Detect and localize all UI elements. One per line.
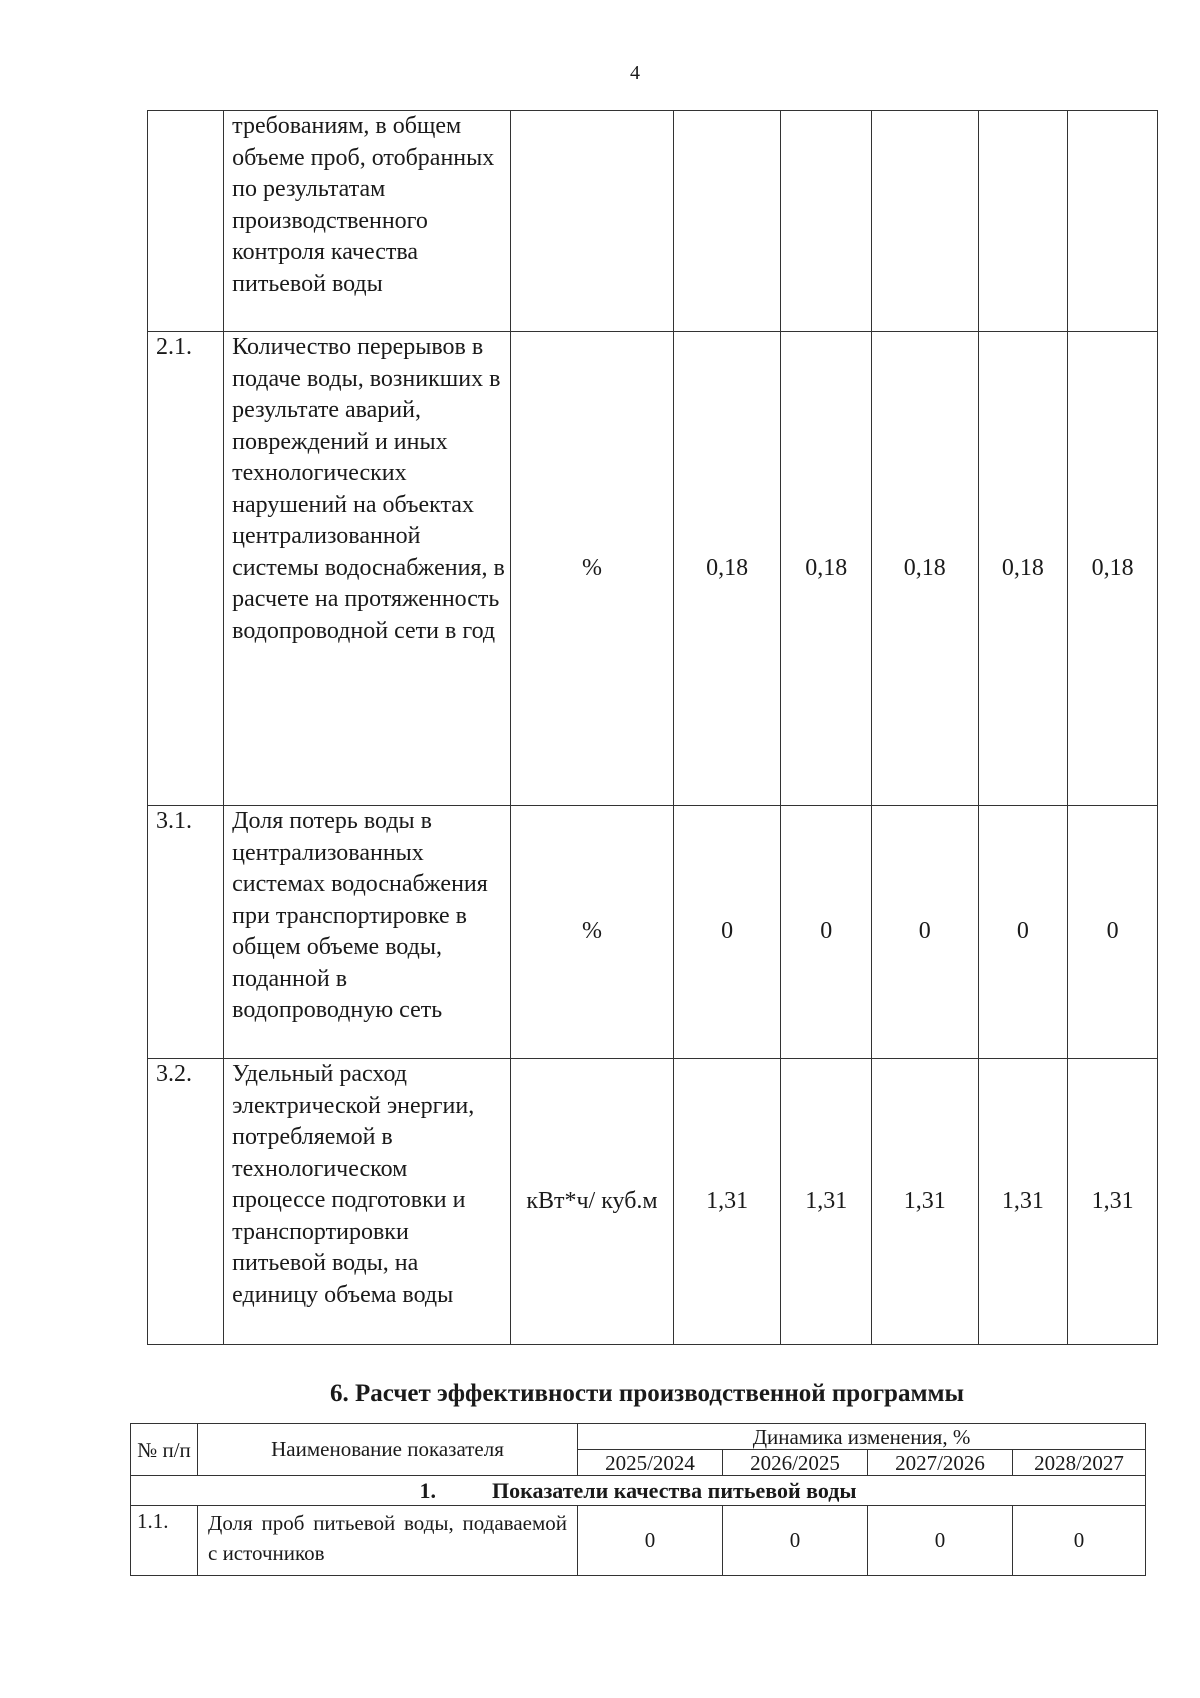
unit-cell [511, 111, 674, 332]
table-row [148, 111, 1158, 332]
value-cell [673, 111, 780, 332]
header-row [131, 1424, 1146, 1450]
section-row [131, 1476, 1146, 1506]
row-number: 3.1. [148, 806, 224, 1059]
indicators-table [147, 110, 1158, 1345]
value-cell: 0 [723, 1506, 868, 1576]
header-number: № п/п [131, 1424, 198, 1476]
value-cell: 0,18 [673, 332, 780, 806]
value-cell: 0 [978, 806, 1068, 1059]
header-year: 2026/2025 [723, 1450, 868, 1476]
value-cell: 1,31 [673, 1059, 780, 1345]
indicator-name: требованиям, в общем объеме проб, отобранных по результатам производственного контроля качества питьевой воды [224, 111, 511, 332]
table-row [148, 806, 1158, 1059]
header-year: 2028/2027 [1013, 1450, 1146, 1476]
indicator-name: Количество перерывов в подаче воды, возникших в результате аварий, повреждений и иных технологических нарушений на объектах централизованной системы водоснабжения, в расчете на протяженность водопроводной сети в год [224, 332, 511, 806]
table-row [148, 1059, 1158, 1345]
value-cell: 0 [1013, 1506, 1146, 1576]
value-cell: 0 [868, 1506, 1013, 1576]
value-cell: 1,31 [872, 1059, 978, 1345]
section-title: 6. Расчет эффективности производственной программы [329, 1380, 965, 1407]
indicator-name: Доля проб питьевой воды, подаваемой с источников [198, 1506, 578, 1576]
value-cell: 0 [781, 806, 872, 1059]
row-number: 2.1. [148, 332, 224, 806]
unit-cell: кВт*ч/ куб.м [511, 1059, 674, 1345]
unit-cell: % [511, 332, 674, 806]
value-cell: 0 [578, 1506, 723, 1576]
value-cell: 0 [1068, 806, 1158, 1059]
header-dynamics: Динамика изменения, % [578, 1424, 1146, 1450]
indicator-name: Доля потерь воды в централизованных системах водоснабжения при транспортировке в общем объеме воды, поданной в водопроводную сеть [224, 806, 511, 1059]
table-row [131, 1506, 1146, 1576]
row-number: 1.1. [131, 1506, 198, 1576]
header-year: 2027/2026 [868, 1450, 1013, 1476]
value-cell: 0,18 [781, 332, 872, 806]
value-cell: 0,18 [978, 332, 1068, 806]
value-cell: 0 [872, 806, 978, 1059]
unit-cell: % [511, 806, 674, 1059]
page-number: 4 [630, 62, 640, 84]
value-cell: 1,31 [978, 1059, 1068, 1345]
value-cell [978, 111, 1068, 332]
row-number [148, 111, 224, 332]
value-cell [781, 111, 872, 332]
section-number: 1. [419, 1477, 436, 1503]
section-label: Показатели качества питьевой воды [491, 1477, 857, 1503]
value-cell: 0,18 [1068, 332, 1158, 806]
value-cell: 0,18 [872, 332, 978, 806]
efficiency-table [130, 1423, 1146, 1576]
indicator-name: Удельный расход электрической энергии, потребляемой в технологическом процессе подготовки и транспортировки питьевой воды, на единицу объема воды [224, 1059, 511, 1345]
value-cell: 0 [673, 806, 780, 1059]
row-number: 3.2. [148, 1059, 224, 1345]
value-cell: 1,31 [781, 1059, 872, 1345]
value-cell: 1,31 [1068, 1059, 1158, 1345]
section-heading [131, 1476, 1146, 1506]
header-year: 2025/2024 [578, 1450, 723, 1476]
value-cell [872, 111, 978, 332]
value-cell [1068, 111, 1158, 332]
table-row [148, 332, 1158, 806]
header-indicator-name: Наименование показателя [198, 1424, 578, 1476]
